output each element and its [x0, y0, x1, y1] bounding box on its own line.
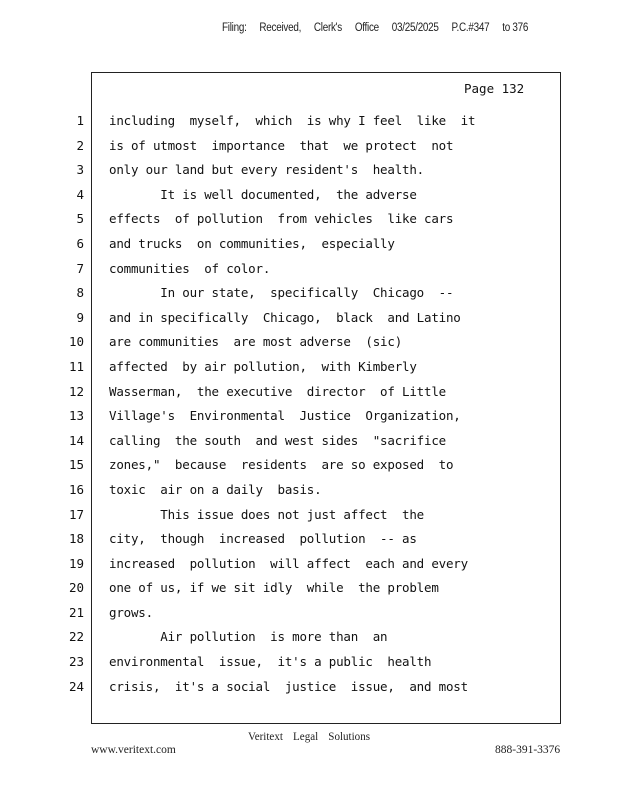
transcript-line: Wasserman, the executive director of Little [109, 383, 446, 399]
transcript-line: Village's Environmental Justice Organization, [109, 408, 461, 424]
received-label: Received, [259, 22, 302, 34]
filing-date: 03/25/2025 [391, 22, 439, 34]
line-number: 14 [68, 432, 84, 448]
line-number: 5 [76, 211, 84, 227]
line-number: 7 [76, 260, 84, 276]
transcript-line: communities of color. [109, 260, 271, 276]
page-reference: to 376 [502, 22, 529, 34]
line-number: 6 [76, 235, 84, 251]
transcript-line: increased pollution will affect each and every [109, 555, 468, 571]
transcript-line: are communities are most adverse (sic) [109, 334, 403, 350]
transcript-line: This issue does not just affect the [109, 506, 425, 522]
line-number: 12 [68, 383, 84, 399]
line-number: 2 [76, 137, 84, 153]
line-number: 8 [76, 285, 84, 301]
transcript-line: only our land but every resident's health. [109, 162, 425, 178]
footer-phone: 888-391-3376 [495, 744, 561, 756]
line-number: 1 [76, 113, 84, 128]
line-number: 13 [68, 408, 84, 424]
line-number: 23 [68, 654, 84, 670]
line-number: 10 [68, 334, 84, 350]
transcript-line: Air pollution is more than an [109, 629, 388, 645]
footer-company-word: Veritext [247, 729, 283, 743]
footer-company [25, 729, 594, 744]
line-number: 24 [68, 678, 84, 694]
footer-company-word: Solutions [328, 729, 371, 743]
line-number: 4 [76, 186, 84, 202]
page-number: Page 132 [464, 81, 525, 96]
transcript-line: and trucks on communities, especially [109, 235, 395, 251]
line-number-column [62, 112, 84, 702]
clerks-label: Clerk's [313, 22, 342, 34]
transcript-body [109, 112, 549, 702]
transcript-line: is of utmost importance that we protect not [109, 137, 454, 153]
transcript-line: and in specifically Chicago, black and Latino [109, 309, 461, 325]
line-number: 21 [68, 604, 84, 620]
transcript-line: toxic air on a daily basis. [109, 481, 322, 497]
line-number: 9 [76, 309, 84, 325]
footer-website: www.veritext.com [91, 744, 176, 756]
transcript-line: including myself, which is why I feel like it [109, 113, 476, 128]
transcript-line: one of us, if we sit idly while the problem [109, 580, 439, 596]
line-number: 20 [68, 580, 84, 596]
line-number: 16 [68, 481, 84, 497]
transcript-line: environmental issue, it's a public health [109, 654, 432, 670]
line-number: 3 [76, 162, 84, 178]
line-number: 22 [68, 629, 84, 645]
transcript-line: It is well documented, the adverse [109, 186, 417, 202]
transcript-line: calling the south and west sides "sacrifice [109, 432, 446, 448]
transcript-line: crisis, it's a social justice issue, and most [109, 678, 468, 694]
transcript-line: zones," because residents are so exposed to [109, 457, 454, 473]
line-number: 11 [68, 358, 84, 374]
transcript-line: effects of pollution from vehicles like cars [109, 211, 454, 227]
line-number: 17 [68, 506, 84, 522]
transcript-line: affected by air pollution, with Kimberly [109, 358, 417, 374]
office-label: Office [354, 22, 379, 34]
line-number: 19 [68, 555, 84, 571]
line-number: 18 [68, 531, 84, 547]
transcript-line: grows. [109, 604, 153, 620]
filing-stamp-header [222, 22, 529, 34]
pc-number: P.C.#347 [451, 22, 490, 34]
transcript-line: In our state, specifically Chicago -- [109, 285, 454, 301]
transcript-line: city, though increased pollution -- as [109, 531, 417, 547]
filing-label: Filing: [222, 22, 247, 34]
footer-company-word: Legal [293, 729, 319, 743]
line-number: 15 [68, 457, 84, 473]
